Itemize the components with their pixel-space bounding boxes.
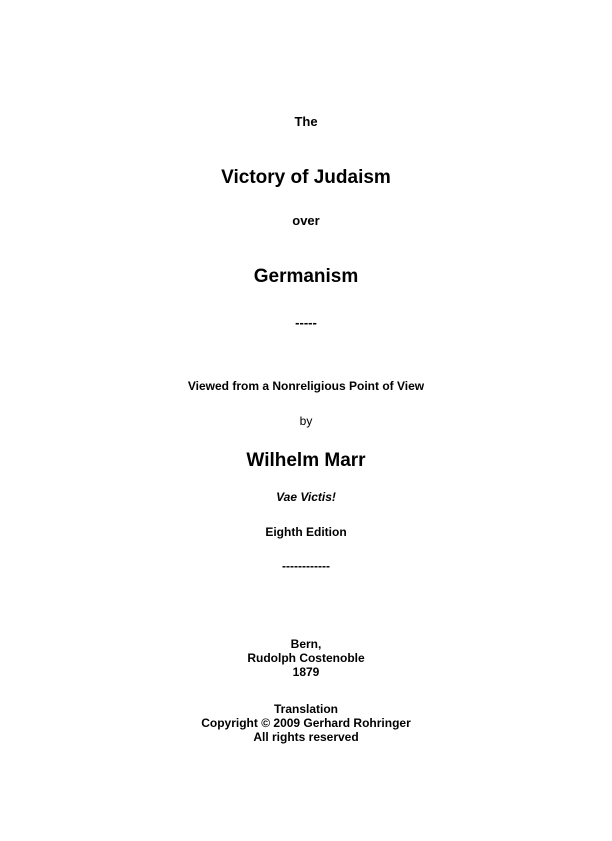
title-the: The (294, 114, 318, 129)
by-line: by (299, 414, 313, 428)
translation-label: Translation (273, 702, 338, 716)
publication-place: Bern, (290, 637, 322, 651)
publication-year: 1879 (292, 665, 320, 679)
edition: Eighth Edition (265, 525, 347, 539)
main-title: Victory of Judaism (221, 167, 391, 188)
title-separator-short: ----- (295, 315, 317, 330)
rights-notice: All rights reserved (253, 730, 359, 744)
motto: Vae Victis! (276, 490, 336, 504)
subtitle: Viewed from a Nonreligious Point of View (187, 379, 425, 393)
title-separator-long: ------------ (282, 559, 330, 573)
title-subject: Germanism (253, 266, 359, 287)
publisher: Rudolph Costenoble (247, 651, 365, 665)
title-over: over (292, 213, 320, 228)
author-name: Wilhelm Marr (246, 450, 366, 471)
copyright-notice: Copyright © 2009 Gerhard Rohringer (201, 716, 411, 730)
